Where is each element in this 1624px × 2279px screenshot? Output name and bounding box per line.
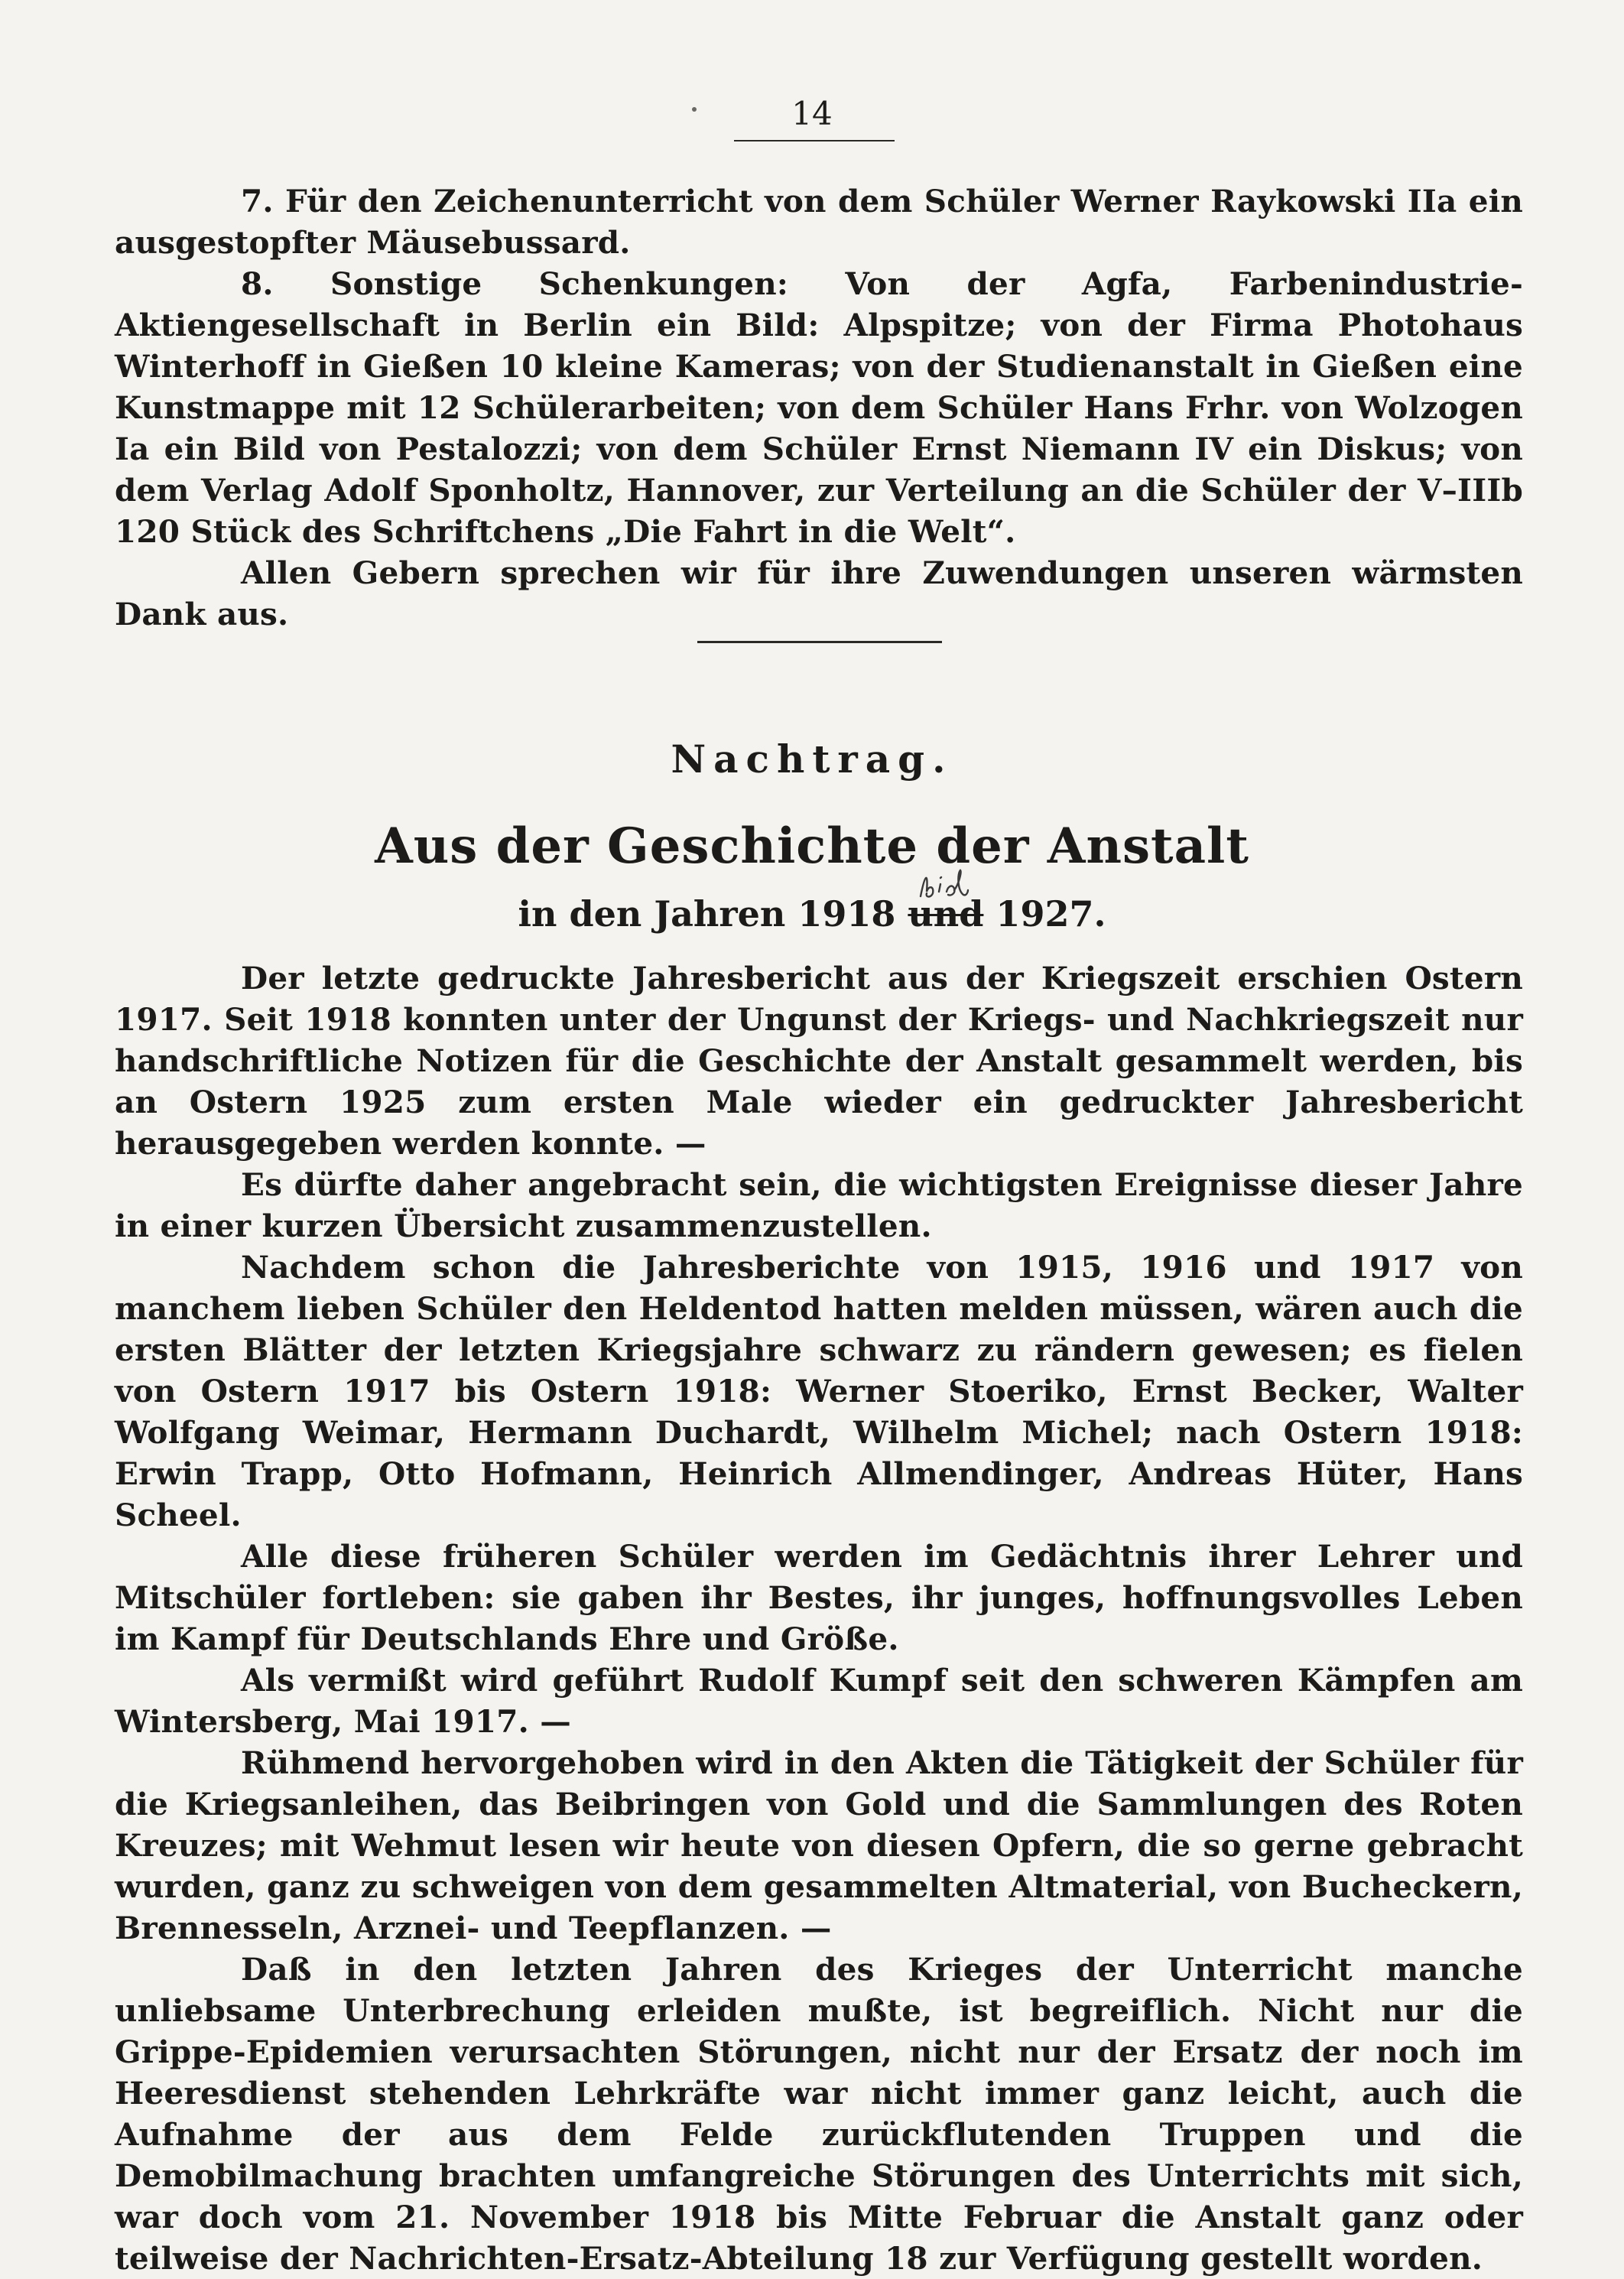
history-paragraph-7: Daß in den letzten Jahren des Krieges der Unterricht manche unliebsame Unterbrechung erleiden mußte, ist begreiflich. Nicht nur die Grippe-Epidemien verursachten Störungen, nicht nur der Ersatz der noch im Heeresdienst stehenden Lehrkräfte war nicht immer ganz leicht, auch die Aufnahme der aus dem Felde zurückflutenden Truppen und die Demobilmachung brachten umfangreiche Störungen des Unterrichts mit sich, war doch vom 21. November 1918 bis Mitte Februar die Anstalt ganz oder teilweise der Nachrichten-Ersatz-Abteilung 18 zur Verfügung gestellt worden. <box>115 1951 1523 2277</box>
page-number-rule <box>734 140 895 141</box>
section-divider <box>697 641 942 643</box>
subtitle-end: 1927. <box>983 893 1106 935</box>
donation-item-8: 8. Sonstige Schenkungen: Von der Agfa, Farbenindustrie-Aktiengesellschaft in Berlin ein Bild: Alpspitze; von der Firma Photohaus Winterhoff in Gießen 10 kleine Kameras; von der Studienanstalt in Gießen eine Kunstmappe mit 12 Schülerarbeiten; von dem Schüler Hans Frhr. von Wolzogen Ia ein Bild von Pestalozzi; von dem Schüler Ernst Niemann IV ein Diskus; von dem Verlag Adolf Sponholtz, Hannover, zur Verteilung an die Schüler der V–IIIb 120 Stück des Schriftchens „Die Fahrt in die Welt“. <box>115 265 1523 550</box>
chapter-subtitle <box>0 893 1624 935</box>
page-number: 14 <box>791 95 833 132</box>
chapter-title: Aus der Geschichte der Anstalt <box>375 818 1249 875</box>
handwritten-correction-icon <box>918 869 971 902</box>
history-section <box>115 957 1523 2279</box>
thanks-paragraph: Allen Gebern sprechen wir für ihre Zuwendungen unseren wärmsten Dank aus. <box>115 554 1523 632</box>
history-paragraph-2: Es dürfte daher angebracht sein, die wichtigsten Ereignisse dieser Jahre in einer kurzen Übersicht zusammenzustellen. <box>115 1166 1523 1244</box>
history-paragraph-6: Rühmend hervorgehoben wird in den Akten die Tätigkeit der Schüler für die Kriegsanleihen, das Beibringen von Gold und die Sammlungen des Roten Kreuzes; mit Wehmut lesen wir heute von diesen Opfern, die so gerne gebracht wurden, ganz zu schweigen von dem gesammelten Altmaterial, von Bucheckern, Brennesseln, Arznei- und Teepflanzen. — <box>115 1744 1523 1946</box>
history-paragraph-3: Nachdem schon die Jahresberichte von 1915, 1916 und 1917 von manchem lieben Schüler den Heldentod hatten melden müssen, wären auch die ersten Blätter der letzten Kriegsjahre schwarz zu rändern gewesen; es fielen von Ostern 1917 bis Ostern 1918: Werner Stoeriko, Ernst Becker, Walter Wolfgang Weimar, Hermann Duchardt, Wilhelm Michel; nach Ostern 1918: Erwin Trapp, Otto Hofmann, Heinrich Allmendinger, Andreas Hüter, Hans Scheel. <box>115 1249 1523 1533</box>
struck-word: und <box>908 893 984 935</box>
nachtrag-heading: Nachtrag. <box>671 736 953 782</box>
donations-section <box>115 180 1523 635</box>
subtitle-start: in den Jahren 1918 <box>518 893 908 935</box>
history-paragraph-4: Alle diese früheren Schüler werden im Gedächtnis ihrer Lehrer und Mitschüler fortleben: sie gaben ihr Bestes, ihr junges, hoffnungsvolles Leben im Kampf für Deutschlands Ehre und Größe. <box>115 1538 1523 1657</box>
donation-item-7: 7. Für den Zeichenunterricht von dem Schüler Werner Raykowski IIa ein ausgestopfter Mäusebussard. <box>115 183 1523 261</box>
history-paragraph-1: Der letzte gedruckte Jahresbericht aus der Kriegszeit erschien Ostern 1917. Seit 1918 konnten unter der Ungunst der Kriegs- und Nachkriegszeit nur handschriftliche Notizen für die Geschichte der Anstalt gesammelt werden, bis an Ostern 1925 zum ersten Male wieder ein gedruckter Jahresbericht herausgegeben werden konnte. — <box>115 960 1523 1162</box>
history-paragraph-5: Als vermißt wird geführt Rudolf Kumpf seit den schweren Kämpfen am Wintersberg, Mai 1917. — <box>115 1662 1523 1740</box>
